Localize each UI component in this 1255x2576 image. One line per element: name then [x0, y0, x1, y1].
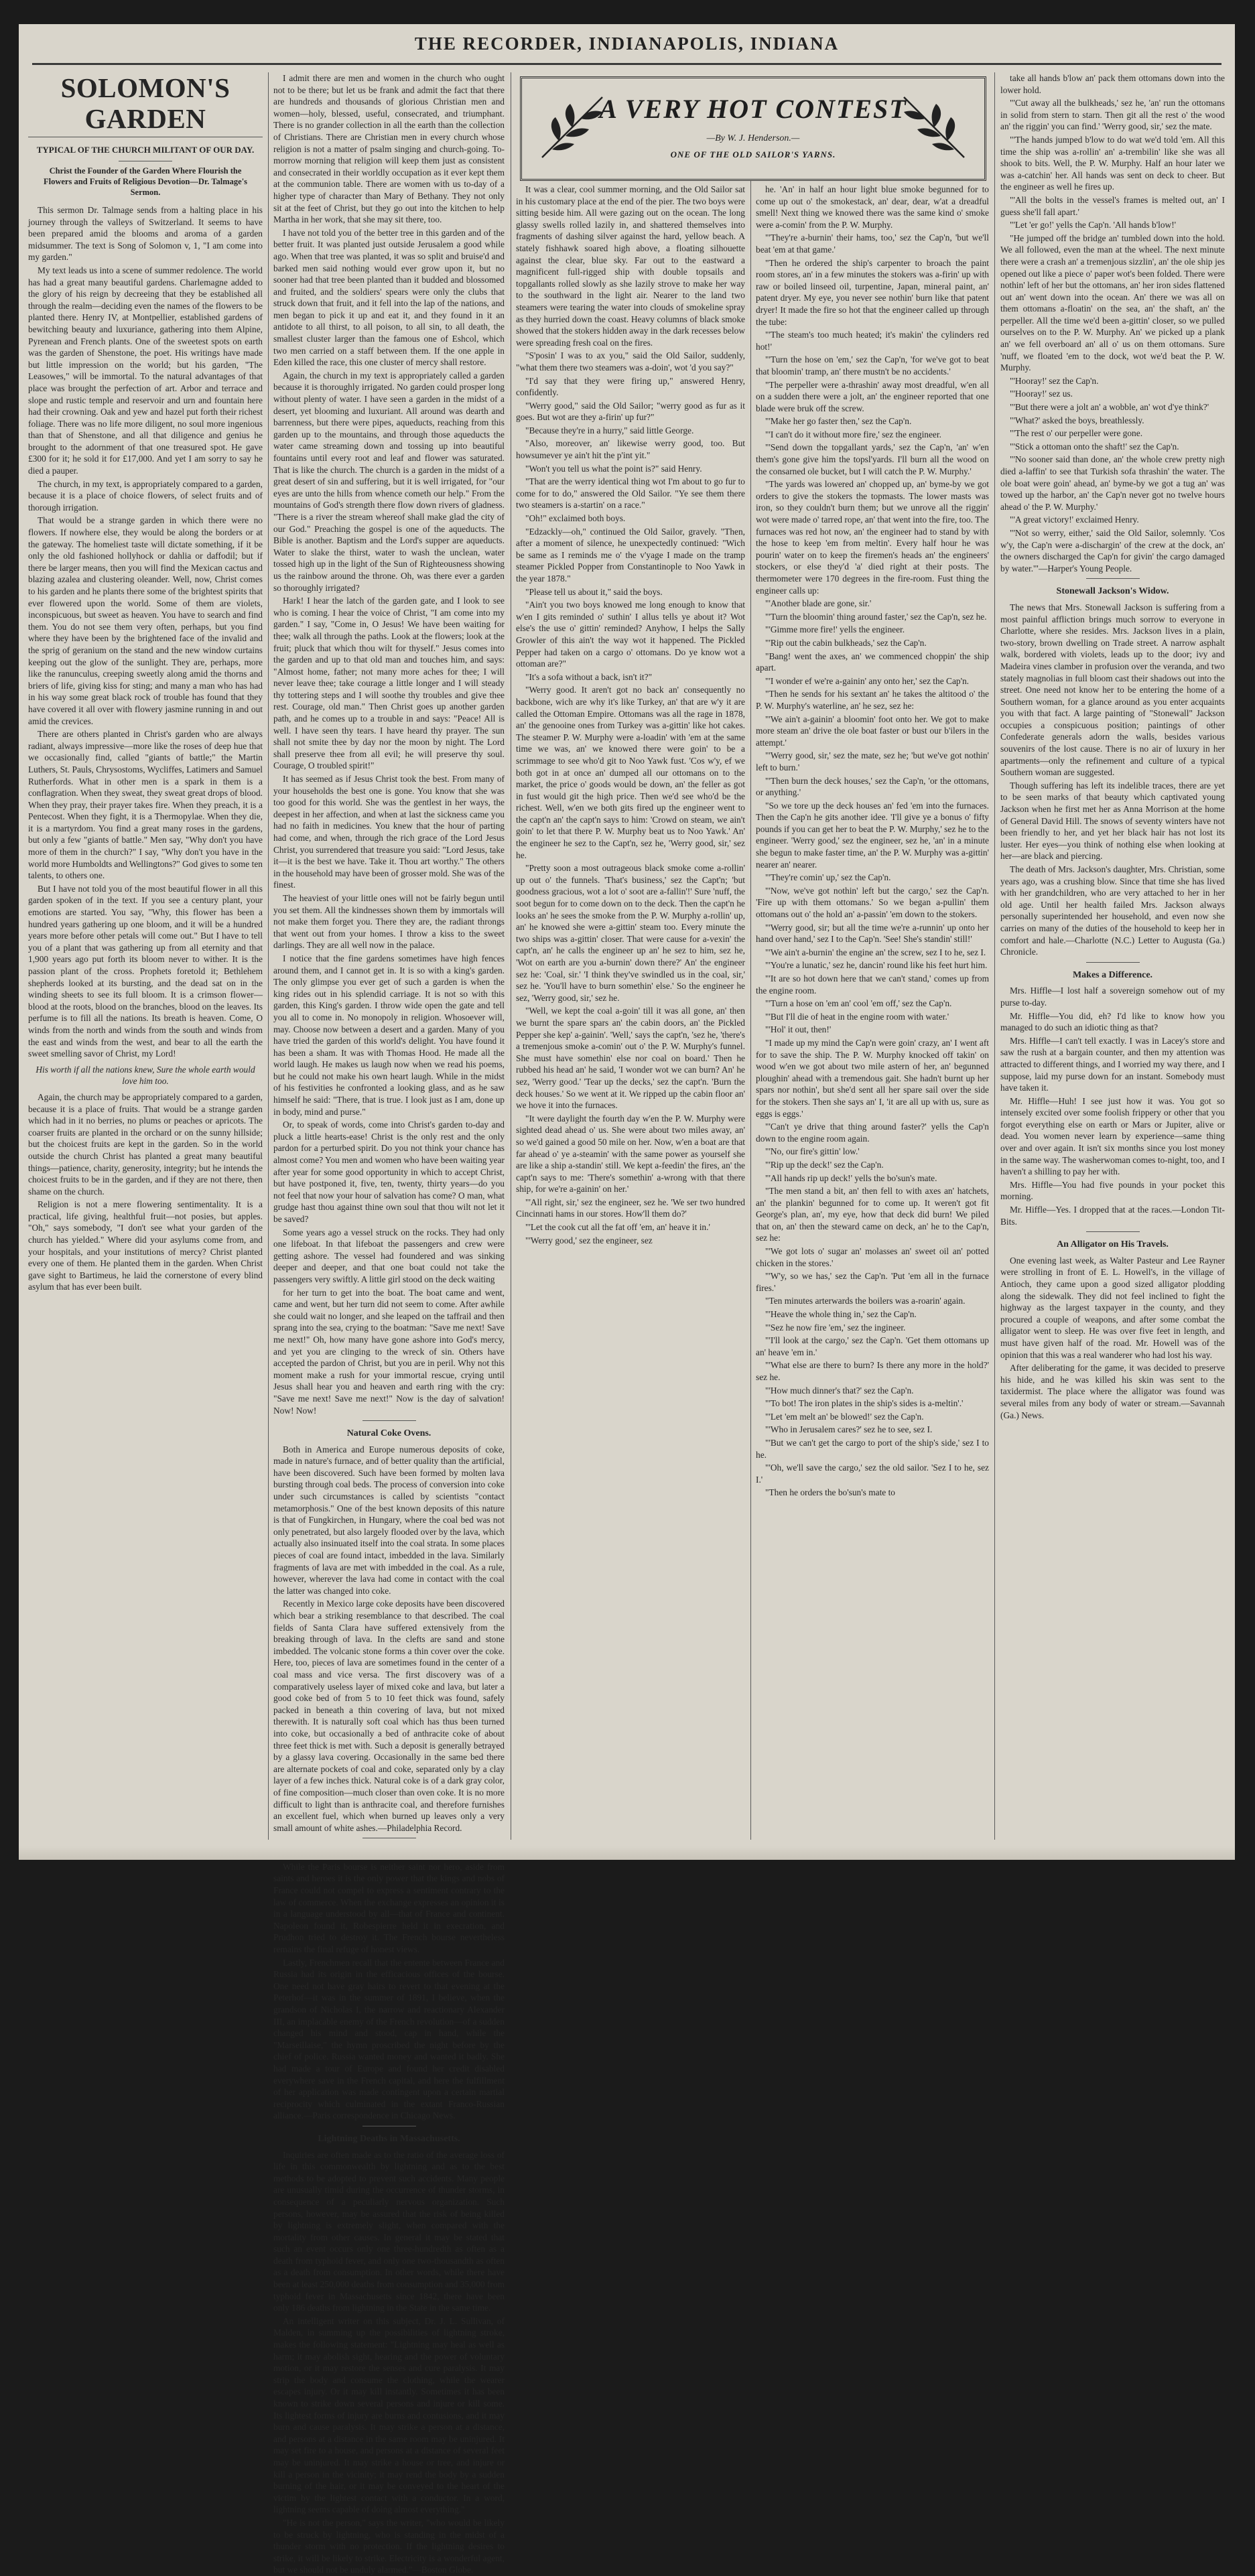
article-paragraph: "The perpeller were a-thrashin' away most dreadful, w'en all on a sudden there were a jolt, an' the engineer reported that one blade were bruk off the screw.: [756, 379, 989, 413]
article-paragraph: This sermon Dr. Talmage sends from a halting place in his journey through the valleys of Switzerland. It seems to have been prepared amid the blooms and aroma of a garden midsummer. The text is Song of Solomon v, 1, "I am come into my garden.": [28, 205, 263, 263]
article-paragraph: "So we tore up the deck houses an' fed 'em into the furnaces. Then the Cap'n he gits another idee. 'I'll give ye a bonus o' fifty pounds if you can get her to beat the P. W. Murphy,' sez he to the engineer. 'Werry good,' sez the engineer, sez he, 'an' in a minute she begun to make faster time, an' the P. W. Murphy was a-gittin' nearer an' nearer.: [756, 800, 989, 870]
article-paragraph: "Won't you tell us what the point is?" said Henry.: [525, 463, 702, 474]
article-paragraph: "'The steam's too much heated; it's makin' the cylinders red hot!': [756, 330, 989, 352]
section-rule: [1086, 578, 1140, 579]
article-paragraph: take all hands b'low an' pack them ottomans down into the lower hold.: [1000, 73, 1225, 95]
article-paragraph: "He jumped off the bridge an' tumbled down into the hold. We all followed, even the man at the wheel. The next minute there were a crash an' a tremenjous sizzlin', an' the ole ship jes opened out like a piece o' paper wot's been folded. There were nothin' left of her but the ottomans, an' her iron sides flattened out an' went down into the ocean. An' there we was all on them ottomans a-floatin' on the sea, an' the shaft, an' the perpeller. All the time we'd been a-gittin' closer, so we pulled ourselves on to the P. W. Murphy. An' we picked up a plank an' we fell overboard an' all o' us on them ottomans. Sure 'nuff, we floated 'em to the dock, wot we'd beat the P. W. Murphy.: [1000, 232, 1225, 373]
article-paragraph: Some years ago a vessel struck on the rocks. They had only one lifeboat. In that lifeboat the passengers and crew were getting ashore. The vessel had foundered and was sinking deeper and deeper, and that one boat could not take the passengers very swiftly. A little girl stood on the deck waiting: [273, 1227, 505, 1284]
article-paragraph: "Ain't you two boys knowed me long enough to know that w'en I gits reminded o' suthin' I allus tells ye about it? Wot else's the use o' gittin' reminded? Anyhow, I helps the Sally Growler of this ain't the way wot it happened. The Pickled Pepper had taken on a cargo o' ottomans. Do ye know wot a ottoman are?": [516, 600, 745, 669]
article-paragraph: "'Not so werry, either,' said the Old Sailor, solemnly. 'Cos w'y, the Cap'n were a-dischargin' of the crew at the dock, an' the owners discharged the Cap'n for givin' the cargo damaged by water.'"—Harper's Young People.: [1000, 527, 1225, 573]
article-paragraph: "'Hol' it out, then!': [765, 1024, 832, 1035]
article-paragraph: I have not told you of the better tree in this garden and of the better fruit. It was planted just outside Jerusalem a good while ago. When that tree was planted, it was so split and bruise'd and barked men said nothing would ever grow upon it, but no sooner had that tree been planted than it budded and blossomed and fruited, and the soldiers' spears were only the clubs that struck down that fruit, and it fell into the lap of the nations, and men began to pick it up and eat it, and they found in it an antidote to all thirst, to all poison, to all sin, to all death, the smallest cluster larger than the famous one of Eshcol, which two men carried on a staff between them. If the one apple in Eden killed the race, this one cluster of mercy shall restore.: [273, 227, 505, 368]
article-paragraph: "It's a sofa without a back, isn't it?": [525, 671, 653, 682]
article-paragraph: "I'd say that they were firing up," answered Henry, confidently.: [516, 375, 745, 398]
column-divider: [750, 180, 751, 1840]
article-paragraph: "'Gimme more fire!' yells the engineer.: [765, 624, 905, 635]
article-paragraph: "'They're a-burnin' their hams, too,' sez the Cap'n, 'but we'll beat 'em at that game.': [756, 232, 989, 255]
article-paragraph: Mrs. Hiffle—I lost half a sovereign somehow out of my purse to-day.: [1000, 986, 1225, 1008]
contest-headline: A VERY HOT CONTEST: [599, 94, 907, 124]
article-paragraph: "'We ain't a-gainin' a bloomin' foot onto her. We got to make more steam an' drive the ole boat faster or bust our b'ilers in the attempt.': [756, 714, 989, 748]
difference-headline: Makes a Difference.: [1072, 969, 1153, 980]
solomon-deck-1: TYPICAL OF THE CHURCH MILITANT OF OUR DAY.: [36, 145, 255, 155]
lightning-headline: Lightning Deaths in Massachusetts.: [318, 2133, 460, 2144]
article-paragraph: "'You're a lunatic,' sez he, dancin' round like his feet hurt him.: [765, 960, 988, 971]
article-paragraph: "'Send down the topgallant yards,' sez the Cap'n, 'an' w'en them's gone give him the topsl'yards. I'll burn all the wood on the consarned ole bucket, but I will catch the P. W. Murphy.': [756, 442, 989, 476]
article-paragraph: "'Hooray!' sez the Cap'n.: [1010, 375, 1099, 386]
contest-subtitle: ONE OF THE OLD SAILOR'S YARNS.: [670, 149, 836, 159]
article-paragraph: "'I'll look at the cargo,' sez the Cap'n. 'Get them ottomans up an' heave 'em in.': [756, 1335, 989, 1357]
article-paragraph: "He is not the person," says the writer, "who would be likely to be struck by lightning, who is standing in the midst of a thunder storm with no protection. If the lightning desires to strike, it will be likely to strike. Electricity is a wonderful agent, but we should not be unduly alarmed."—Boston Globe.: [273, 2517, 505, 2575]
article-paragraph: "'Make her go faster then,' sez the Cap'n.: [765, 416, 912, 427]
article-paragraph: "'No, our fire's gittin' low.': [765, 1146, 860, 1157]
masthead-rule: [32, 63, 1221, 65]
article-paragraph: "'Who in Jerusalem cares?' sez he to see, sez I.: [765, 1424, 933, 1435]
article-paragraph: Hark! I hear the latch of the garden gate, and I look to see who is coming. I hear the voice of Christ, "I am come into my garden." I say, "Come in, O Jesus! We have been waiting for thee; walk all through the paths. Look at the flowers; look at the fruit; pluck that which thou wilt for thyself." Jesus comes into the garden and up to that old man and touches him, and says: "Almost home, father; not many more aches for thee; I will never leave thee; take courage a little longer and I will steady thy tottering steps and I will soothe thy troubles and give thee rest. Courage, old man." Then Christ goes up another garden path, and he comes up to a trouble in and says: "Peace! All is well. I have seen thy tears. I have heard thy prayer. The sun shall not smite thee by day nor the moon by night. The Lord shall preserve thee from all evil; he will preserve thy soul. Courage, O troubled spirit!": [273, 596, 505, 771]
article-paragraph: "'Turn a hose on 'em an' cool 'em off,' sez the Cap'n.: [765, 998, 952, 1009]
article-paragraph: "'A great victory!' exclaimed Henry.: [1010, 515, 1139, 525]
article-paragraph: "'But I'll die of heat in the engine room with water.': [765, 1011, 949, 1022]
article-paragraph: I notice that the fine gardens sometimes have high fences around them, and I cannot get in. It is so with a king's garden. The only glimpse you ever get of such a garden is when the king rides out in his splendid carriage. It is not so with this garden, this King's garden. I throw wide open the gate and tell you all to come in. No monopoly in religion. Whosoever will, may. Choose now between a desert and a garden. Many of you have tried the garden of this world's delight. You have found it has been a sham. It was with Thomas Hood. He made all the world laugh. He makes us laugh now when we read his poems, but he could not make his own heart laugh. While in the midst of his festivities he confronted a looking glass, and as he saw himself he said: "There, that is true. I look just as I am, done up in body, mind and purse.": [273, 953, 505, 1117]
article-paragraph: There are others planted in Christ's garden who are always radiant, always impressive—more like the roses of deep hue that we occasionally find, called "giants of battle;" the Martin Luthers, St. Pauls, Chrysostoms, Wycliffes, Latimers and Samuel Rutherfords. What in other men is a spark in them is a conflagration. When they sweat, they sweat great drops of blood. When they pray, their prayer takes fire. When they preach, it is a Pentecost. When they fight, it is a Thermopylae. When they die, it is a martyrdom. You find a great many roses in the gardens, but only a few "giants of battle." Men say, "Why don't you have more of them in the church?" I say, "Why don't you have in the world more Humboldts and Wellingtons?" God gives to some ten talents, to others one.: [28, 729, 263, 881]
article-paragraph: "'Rip out the cabin bulkheads,' sez the Cap'n.: [765, 637, 927, 648]
article-paragraph: "'They're comin' up,' sez the Cap'n.: [765, 872, 891, 883]
article-paragraph: Mr. Hiffle—Yes. I dropped that at the races.—London Tit-Bits.: [1000, 1205, 1225, 1227]
article-paragraph: Mrs. Hiffle—You had five pounds in your pocket this morning.: [1000, 1179, 1225, 1202]
article-paragraph: It has seemed as if Jesus Christ took the best. From many of your households the best one is gone. You know that she was too good for this world. She was the gentlest in her ways, the deepest in her affection, and when at last the sickness came you had no faith in medicines. You knew that the hour of parting had come, and when, through the rich grace of the Lord Jesus Christ, you surrendered that treasure you said: "Lord Jesus, take it—it is the best we have. Take it. Thou art worthy." The others in the household may have been of grosser mold. She was of the finest.: [273, 774, 505, 890]
article-paragraph: "Werry good," said the Old Sailor; "werry good as fur as it goes. But wot are they a-firin' up fur?": [516, 400, 745, 423]
contest-byline: —By W. J. Henderson.—: [706, 133, 800, 143]
article-paragraph: "'Let 'em melt an' be blowed!' sez the Cap'n.: [765, 1411, 924, 1422]
article-paragraph: "S'posin' I was to ax you," said the Old Sailor, suddenly, "what them there two steamers was a-doin', wot 'd you say?": [516, 350, 745, 372]
article-paragraph: "'But there were a jolt an' a wobble, an' wot d'ye think?': [1010, 402, 1209, 413]
article-paragraph: "'Stick a ottoman onto the shaft!' sez the Cap'n.: [1010, 441, 1179, 452]
article-paragraph: The death of Mrs. Jackson's daughter, Mrs. Christian, some years ago, was a crushing blow. Since that time she has lived with her grandchildren, who are very attached to her in her old age. Until her health failed Mrs. Jackson always personally superintended her household, and even now she carries on many of the duties of the household to keep her in comfort and hale.—Charlotte (N.C.) Letter to Augusta (Ga.) Chronicle.: [1000, 864, 1225, 957]
article-paragraph: The news that Mrs. Stonewall Jackson is suffering from a most painful affliction brings much sorrow to everyone in Charlotte, where she resides. Mrs. Jackson lives in a plain, two-story, brown dwelling on Trade street. A narrow asphalt walk, bordered with violets, leads up to the door; ivy and Madeira vines clamber in profusion over the veranda, and two stately magnolias in full bloom cast their shadows out into the street. One need not know her to be entering the home of a Southern woman, for a glance around as you enter acquaints you with that fact. A large painting of "Stonewall" Jackson occupies a conspicuous position; paintings of other Confederate generals adorn the walls, besides various souvenirs of the lost cause. There is no air of luxury in her apartments—only the refinement and culture of a typical Southern woman are suggested.: [1000, 602, 1225, 778]
article-paragraph: The heaviest of your little ones will not be fairly begun until you set them. All the kindnesses shown them by immortals will not make them forget you. There they are, the radiant throngs that went out from your homes. I throw a kiss to the sweet darlings. They are all well now in the palace.: [273, 892, 505, 951]
article-paragraph: "'Turn the bloomin' thing around faster,' sez the Cap'n, sez he.: [765, 611, 987, 622]
section-rule: [362, 1420, 416, 1421]
article-paragraph: "'Let 'er go!' yells the Cap'n. 'All hands b'low!': [1010, 220, 1177, 230]
article-paragraph: "Well, we kept the coal a-goin' till it was all gone, an' then we burnt the spare spars an' the cabin doors, an' the Pickled Pepper she kep' a-gainin'. 'Well,' says the capt'n, 'sez he, 'there's a tremenjous smoke a-comin' out o' the P. W. Murphy's funnel. She must have somethin' else nor coal on board.' Then he rubbed his head an' he said, 'I wonder wot we can burn? An' he sez, 'Werry good.' 'Tear up the decks,' sez the capt'n. 'Burn the deck houses.' So we went at it. We ripped up the cabin floor an' we hove it into the furnaces.: [516, 1006, 745, 1111]
column-divider: [268, 72, 269, 1840]
solomon-deck-2: Christ the Founder of the Garden Where Flourish the Flowers and Fruits of Religious Devotion—Dr. Talmage's Sermon.: [43, 166, 248, 197]
article-paragraph: "The men stand a bit, an' then fell to with axes an' hatchets, an' the plankin' begunned for to come up. It weren't got fit George's plan, an', my eye, how that deck did burn! We piled that on, an' then the steward came on deck, an' he to the Cap'n, sez he:: [756, 1186, 989, 1243]
article-paragraph: "Pretty soon a most outrageous black smoke come a-rollin' up out o' the funnels. 'That's business,' sez the Capt'n; 'but goodness gracious, wot a lot o' soot are a-fallin'!' Sure 'nuff, the soot begun for to come down on to the deck. Then the capt'n he looks an' he sees the smoke from the P. W. Murphy a-rollin' up, an' he knowed she were a-gittin' steam too. Every minute the two ships was a-gittin' closer. That were cause for a-vexin' the capt'n, an' he calls the engineer up an' he sez to him, sez he, 'Wot on earth are you a-burnin' down there?' An' the engineer sez he: 'Coal, sir.' 'I think they've swindled us in the coal, sir,' sez he. 'You'll have to burn somethin' else.' So the engineer he sez, 'Werry good, sir,' sez he.: [516, 863, 745, 1003]
article-paragraph: "Ten minutes arterwards the boilers was a-roarin' again.: [765, 1296, 966, 1306]
column-divider: [994, 72, 995, 1840]
article-paragraph: "The yards was lowered an' chopped up, an' byme-by we got orders to give the stokers the topmasts. The lower masts was iron, so they couldn't burn them; but we unrove all the riggin' wot were made o' tarred rope, an' that went into the fire, too. The furnaces was red hot now, an' the engineer had to stand by with the hose to keep 'em from meltin'. Every half hour he was pourin' water on to keep the firemen's heads an' the engineers' stockers, or else they'd 'a' died right at their posts. The thermometer were 170 degrees in the fire-room. Fust thing the engineer calls up:: [756, 479, 989, 596]
column-2: [273, 72, 505, 2575]
article-paragraph: Religion is not a mere flowering sentimentality. It is a practical, life giving, healthful fruit—not posies, but apples. "Oh," says somebody, "I don't see what your garden of the church has yielded." Where did your asylums come from, and your hospitals, and your institutions of mercy? Christ planted every one of them. He planted them in the garden. When Christ gave sight to Bartimeus, he laid the cornerstone of every blind asylum that has ever been built.: [28, 1199, 263, 1292]
article-paragraph: "'The hands jumped b'low to do wat we'd told 'em. All this time the ship was a-rollin' an' a-trembilin' like she was all shook to bits. Well, the P. W. Murphy. Half an hour later we was a-catchin' her. All hands was sent on deck to cheer. But the engineer as well he fires up.: [1000, 134, 1225, 192]
page-edge: [19, 1846, 1235, 1860]
article-paragraph: "'Werry good, sir; but all the time we're a-runnin' up onto her hand over hand,' sez I to the Cap'n. 'See! She's standin' still!': [756, 922, 989, 945]
article-paragraph: "Because they're in a hurry," said little George.: [525, 425, 694, 435]
column-3: [516, 184, 745, 1846]
article-paragraph: "Edzackly—oh," continued the Old Sailor, gravely. "Then, after a moment of silence, he unexpectedly continued: "Wich be same as I reminds me o' the v'yage I made on the tramp steamer Pickled Popper from Constantinople to Noo Yawk in the year 1878.": [516, 526, 745, 584]
article-paragraph: My text leads us into a scene of summer redolence. The world has had a great many beautiful gardens. Charlemagne added to the glory of his reign by decreeing that they be established all through the realm—deciding even the names of the flowers to be planted there. Henry IV, at Montpellier, established gardens of bewitching beauty and luxuriance, gathering into them Alpine, Pyrenean and French plants. One of the sweetest spots on earth was the garden of Shenstone, the poet. His writings have made but little impression on the world; but his garden, "The Leasowes," will be immortal. To the natural advantages of that place was brought the perfection of art. Arbor and terrace and slope and rustic temple and reservoir and urn and fountain here had their crowning. Oak and yew and hazel put forth their richest foliage. There was no life more diligent, no soul more ingenious than that of Shenstone, and all that diligence and genius he brought to the adornment of that one treasured spot. He gave £300 for it; he sold it for £17,000. And yet I am sorry to say he died a pauper.: [28, 265, 263, 476]
article-paragraph: I admit there are men and women in the church who ought not to be there; but let us be frank and admit the fact that there are hundreds and thousands of glorious Christian men and women—holy, blessed, useful, consecrated, and triumphant. There is no grander collection in all the earth than the collection of Christians. There are Christian men in every church whose religion is not a matter of psalm singing and church-going. To-morrow morning that religion will keep them just as consistent and consecrated in their worldly occupation as it ever kept them at the communion table. There are women with us to-day of a higher type of character than Mary of Bethany. They not only sit at the feet of Christ, but they go out into the kitchen to help Martha in her work, that she may sit there, too.: [273, 73, 505, 225]
column-5: [1000, 72, 1225, 1846]
article-paragraph: "Then he sends for his sextant an' he takes the altitood o' the P. W. Murphy's waterline, an' he sez, sez he:: [756, 689, 989, 711]
article-paragraph: Again, the church may be appropriately compared to a garden, because it is a place of fruits. That would be a strange garden which had in it no berries, no plums or peaches or apricots. The coarser fruits are planted in the orchard or on the sunny hillside; but the choicest fruits are kept in the garden. So in the world outside the church Christ has planted a great many beautiful things—patience, charity, generosity, integrity; but he intends the choicest fruits to be in the garden, and if they are not there, then shame on the church.: [28, 1091, 263, 1197]
article-paragraph: That would be a strange garden in which there were no flowers. If nowhere else, they would be along the borders or at the gateway. The homeliest taste will dictate something, if it be only the old fashioned hollyhock or dahlia or daffodil; but if there be larger means, then you will find the Mexican cactus and blazing azalea and clustering oleander. Well, now, Christ comes to his garden and he plants there some of the brightest spirits that ever flowered upon the world. Some of them are violets, inconspicuous, but sweet as heaven. You have to search and find them. You do not see them very often, perhaps, but you find where they have been by the brightened face of the invalid and the sprig of geranium on the stand and the new window curtains keeping out the glow of the sunlight. They are, perhaps, more like the ranunculus, creeping sweetly along amid the thorns and briers of life, giving kiss for sting; and many a man who has had in his way some great black rock of trouble has found that they have covered it all over with flowery jasmine running in and out amid the crevices.: [28, 515, 263, 726]
article-paragraph: "'Another blade are gone, sir.': [765, 598, 872, 609]
article-paragraph: "'I can't do it without more fire,' sez the engineer.: [765, 429, 941, 439]
article-paragraph: "'Cut away all the bulkheads,' sez he, 'an' run the ottomans in solid from stern to starn. Then git all the rest o' the wood an' the riggin' you can find.' 'Werry good, sir,' sez the mate.: [1000, 98, 1225, 132]
article-paragraph: "'Can't ye drive that thing around faster?' yells the Cap'n down to the engine room again.: [756, 1122, 989, 1144]
article-paragraph: "'Hooray!' sez us.: [1010, 389, 1073, 399]
section-rule: [1086, 962, 1140, 963]
article-paragraph: "Then he ordered the ship's carpenter to broach the paint room stores, an' in a few minutes the stokers was a-firin' up with raw or boiled linseed oil, turpentine, Japan, mineral paint, an' patent dryer. My eye, you never see nothin' burn like that patent dryer! It made the fire so hot that the engineer called up through the tube:: [756, 257, 989, 327]
article-paragraph: The church, in my text, is appropriately compared to a garden, because it is a place of choice flowers, of select fruits and of thorough irrigation.: [28, 478, 263, 513]
article-paragraph: "'What?' asked the boys, breathlessly.: [1010, 415, 1144, 425]
article-paragraph: "'All the bolts in the vessel's frames is melted out, an' I guess she'll fall apart.': [1000, 194, 1225, 217]
article-paragraph: Again, the church in my text is appropriately called a garden because it is thoroughly irrigated. No garden could prosper long without plenty of water. I have seen a garden in the midst of a desert, yet blooming and luxuriant. All around was dearth and barrenness, but there were pipes, aqueducts, reaching from this garden up to the mountains, and through those aqueducts the water came streaming down and tossing up into beautiful fountains until every root and leaf and flower was saturated. That is like the church. The church is a garden in the midst of a great desert of sin and suffering, but it is well irrigated, for "our eyes are unto the hills from whence cometh our help." From the mountains of God's strength there flow down rivers of gladness. "There is a river the stream whereof shall make glad the city of our God." Preaching the gospel is one of the aqueducts. The Bible is another. Baptism and the Lord's supper are aqueducts. Water to slake the thirst, water to wash the unclean, water tossed high up in the light of the Sun of Righteousness showing us the rainbow around the throne. Oh, was there ever a garden so thoroughly irrigated?: [273, 370, 505, 593]
article-paragraph: Both in America and Europe numerous deposits of coke, made in nature's furnace, and of better quality than the artificial, have been discovered. Such have been formed by molten lava bursting through coal beds. The process of conversion into coke under such circumstances is called by scientists "contact metamorphosis." One of the best known deposits of this nature is that of Fungkirchen, in Hungary, where the coal bed was not only penetrated, but also largely flooded over by the lava, which actually also insinuated itself into the coal strata. In some places pieces of coal are found intact, imbedded in the lava. Similarly fragments of lava are met with imbedded in the coal. As a rule, however, wherever the lava had come in contact with the coal the latter was changed into coke.: [273, 1444, 505, 1596]
article-paragraph: "'Heave the whole thing in,' sez the Cap'n.: [765, 1309, 917, 1320]
article-paragraph: An intelligent writer on this subject, Dr. J. L. Sullivan, of Malden, in summing up the possibilities of lightning stroke, makes the following statement: "Lightning may heal as well as harm; it may abolish sight, hearing and the power of voluntary motion, or it may restore the senses and cure paralysis. It may strip the body and consume the clothing, while the wearer escapes injury. Or it may kill instantly. Sometimes it has been known to strike down several persons and injure or kill some. Its lightest forms of injury are burns and contusions, and it may burn and cause paralysis. It may strike a person at a distance, and persons at a distance in the same room may be uninjured. It may set fire to a house, and persons at a distance of several feet may be uninjured. It may strike a house or tree, and injure or kill a person in the vicinity; it may rend the body by a sudden burning of the hair, or it may be conveyed to the heart of the victim by the lightest contact with a conductor. In a word, lightning seems capable of doing almost everything.": [273, 2315, 505, 2515]
article-paragraph: Mr. Hiffle—Huh! I see just how it was. You got so intensely excited over some foolish frippery or other that you forgot everything else on earth or Mars or Jupiter, alive or dead. You women never learn by experience—same thing over and over again. It isn't six months since you lost money in the same way. The washerwoman comes to-night, too, and I haven't a shilling to pay her with.: [1000, 1095, 1225, 1177]
coke-headline: Natural Coke Ovens.: [346, 1428, 432, 1439]
article-paragraph: Recently in Mexico large coke deposits have been discovered which bear a striking resemblance to that described. The coal fields of Santa Clara have suffered extensively from the breaking through of lava. In the clefts are sand and stone imbedded. The volcanic stone forms a thin cover over the coke. Here, too, pieces of lava are sometimes found in the center of a coal mass and vice versa. The first discovery was of a comparatively useless layer of mixed coke and lava, but later a good coke bed of from 5 to 10 feet thick was found, safely packed in beneath a thin covering of lava, but not mixed therewith. It is naturally soft coal which has thus been turned into coke, but occasionally a bed of anthracite coke of about three feet thick is met with. Such a deposit is generally betrayed by a glassy lava covering. Occasionally in the same bed there are alternate pockets of coal and coke, separated only by a clay layer of a few inches thick. Natural coke is of a dark gray color, of fine composition—much closer than oven coke. It is no more difficult to light than is anthracite coal, and therefore furnishes an excellent fuel, which when burned up leaves only a very small amount of white ashes.—Philadelphia Record.: [273, 1599, 505, 1833]
article-paragraph: "'To bot! The iron plates in the ship's sides is a-meltin'.': [765, 1398, 964, 1409]
article-paragraph: "'Now, we've got nothin' left but the cargo,' sez the Cap'n. 'Fire up with them ottomans.' So we began a-pullin' them ottomans out o' the hold an' a-passin' 'em down to the stokers.: [756, 885, 989, 920]
article-paragraph: "'All hands rip up deck!' yells the bo'sun's mate.: [765, 1172, 937, 1183]
article-paragraph: "It were daylight the fourth day w'en the P. W. Murphy were sighted dead ahead o' us. She were about two miles away, an' so we'd gained a good 50 mile on her. Now, w'en a boat are that far ahead o' ye a-steamin' with the same power as yourself she are like a ship a-standin' still. We kept a-feedin' the fires, an' the capt'n says to me: 'There's somethin' a-wrong with that there ship, for we're a-gainin' on her.': [516, 1113, 745, 1195]
article-paragraph: "'Rip up the deck!' sez the Cap'n.: [765, 1159, 884, 1170]
article-paragraph: "'We ain't a-burnin' the engine an' the screw, sez I to he, sez I.: [765, 947, 986, 957]
contest-banner: [520, 76, 986, 181]
newspaper-page: [19, 24, 1235, 2575]
article-paragraph: "'Werry good,' sez the engineer, sez: [525, 1235, 653, 1245]
article-paragraph: "'We got lots o' sugar an' molasses an' sweet oil an' potted chicken in the stores.': [756, 1246, 989, 1268]
article-paragraph: Mrs. Hiffle—I can't tell exactly. I was in Lacey's store and saw the rush at a bargain counter, and then my attention was attracted to different things, and I worried my way there, and I suppose, laid my purse down for an instant. Somebody must have taken it.: [1000, 1035, 1225, 1093]
article-paragraph: "Please tell us about it," said the boys.: [525, 586, 663, 597]
article-paragraph: "'Then burn the deck houses,' sez the Cap'n, 'or the ottomans, or anything.': [756, 775, 989, 798]
article-paragraph: "'Turn the hose on 'em,' sez the Cap'n, 'for we've got to beat that bloomin' tramp, an' there mustn't be no accidents.': [756, 354, 989, 377]
article-paragraph: It was a clear, cool summer morning, and the Old Sailor sat in his customary place at the end of the pier. The two boys were sitting beside him. All were gazing out on the ocean. The long glassy swells rolled lazily in, and shattered themselves into fragments of dashing silver against the hard, yellow beach. A stately fishhawk soared high above, a floating silhouette against the clear, blue sky. Far out to the eastward a magnificent full-rigged ship with double topsails and topgallants rolled slowly as she lazily strove to make her way to the southward in the light air. Nearer to the land two steamers were tearing the water into clouds of smokeline spray as they hurried down the coast. Heavy columns of black smoke showed that the stokers hidden away in the dark recesses below were spreading fresh coal on the fires.: [516, 184, 745, 348]
article-paragraph: Mr. Hiffle—You did, eh? I'd like to know how you managed to do such an idiotic thing as that?: [1000, 1010, 1225, 1033]
article-paragraph: Or, to speak of words, come into Christ's garden to-day and pluck a little hearts-ease! Christ is the only rest and the only pardon for a perturbed spirit. Do you not think your chance has almost come? You men and women who have been waiting year after year for some good opportunity in which to accept Christ, but have postponed it, five, ten, twenty, thirty years—do you not feel that now your hour of salvation has come? O man, what grudge hast thou against thine own soul that thou wilt not let it be saved?: [273, 1120, 505, 1224]
article-paragraph: "'What else are there to burn? Is there any more in the hold?' sez he.: [756, 1360, 989, 1382]
column-1: [28, 72, 263, 1846]
article-paragraph: One evening last week, as Walter Pasteur and Lee Rayner were strolling in front of E. L. Howell's, in the village of Antioch, they came upon a good sized alligator plodding along the sidewalk. They did not feel inclined to fight the highway as the largest taxpayer in the county, and they procured a couple of weapons, and after some combat the alligator went to sleep. He was over five feet in length, and must have given half of the road. Mr. Howell was of the opinion that this was a real wanderer who had lost his way.: [1000, 1255, 1225, 1360]
article-paragraph: Inquiries are often made as to the ratio of the average loss of life in this commonwealth by lightning and as to the best methods to be adopted to prevent such accidents. Many people are unusually timid during the occurrence of thunder storms, in consequence of a peculiarly nervous organization. Such persons, however, may be assured that the risk of being killed by lightning is extremely slight, when compared with the mortality from other causes. In general it may be stated that such an event occurs only one three-hundredth as often as a death from typhoid fever, and only one two-thousandth as often as a death from consumption. In other words, while there have been at least 250,000 deaths from consumption and 35,000 from typhoid fever in Massachusetts since 1842, there have been only 186 deaths from lightning in the State in the same time.: [273, 2149, 505, 2313]
article-paragraph: "Werry good. It aren't got no back an' consequently no backbone, wich are why it's like Turkey, an' that are w'y it are called the Ottoman Empire. Ottomans was all the rage in 1878, an' the genooine ones from Turkey was a-gittin' like hot cakes. The steamer P. W. Murphy were a-loadin' with 'em at the same time we was, an' we knowed there were goin' to be a scrimmage to see who'd git to Noo Yawk fust. 'Cos w'y, ef we both got in at once an' dumped all our ottomans on to the market, the price o' goods would be down, an' the feller as got in fust would git the high price. Then we'd see who'd be the richest. Well, w'en we both gits fired up the engineer went to the capt'n an' the capt'n says to him: 'Crowd on steam, we ain't goin' to let that there P. W. Murphy beat us to Noo Yawk.' An' the engineer he sez to the Capt'n, sez he, 'Werry good, sir,' sez he.: [516, 685, 745, 860]
article-paragraph: he. 'An' in half an hour light blue smoke begunned for to come up out o' the smokestack, an' dear, dear, w'at a dreadful smell! Next thing we knowed there was the same kind o' smoke were a-comin' from the P. W. Murphy.: [756, 184, 989, 230]
hymn-verse: His worth if all the nations knew, Sure the whole earth would love him too.: [36, 1064, 255, 1087]
alligator-headline: An Alligator on His Travels.: [1057, 1239, 1169, 1250]
article-paragraph: "'But we can't get the cargo to port of the ship's side,' sez I to he.: [756, 1437, 989, 1460]
article-paragraph: "'Oh, we'll save the cargo,' sez the old sailor. 'Sez I to he, sez I.': [756, 1463, 989, 1485]
article-paragraph: While the Paris bourse is neither saint nor hero, aside from saints and heroes it is the only power that the kings and nobs of France could not compel to express a sentiment contrary to the law of commerce. When the exchange expresses an opinion it is in a language understood by all—that of France and continent. Napoleon found it, Robespierre held it in execration, and Prudhon tried to destroy it. The French bourse nevertheless remains the final refuge of honest views.: [273, 1861, 505, 1955]
article-paragraph: for her turn to get into the boat. The boat came and went, came and went, but her turn did not seem to come. After awhile she could wait no longer, and she leaped on the taffrail and then sprang into the sea, crying to the boatman: "Save me next! Save me next!" Oh, how many have gone ashore into God's mercy, and yet you are clinging to the wreck of sin. Others have accepted the pardon of Christ, but you are in peril. Why not this moment make a rush for your immortal rescue, crying until Jesus shall hear you and heaven and earth ring with the cry: "Save me next! Save me next!" Now is the day of salvation! Now! Now!: [273, 1287, 505, 1416]
article-paragraph: "'Sez he now fire 'em,' sez the ingineer.: [765, 1322, 906, 1333]
article-paragraph: "'Werry good, sir,' sez the mate, sez he; 'but we've got nothin' left to burn.': [756, 750, 989, 772]
article-paragraph: "'It are so hot down here that we can't stand,' comes up from the engine room.: [756, 973, 989, 996]
article-paragraph: "Oh!" exclaimed both boys.: [525, 513, 626, 524]
article-paragraph: "'The rest o' our perpeller were gone.: [1010, 428, 1143, 439]
article-paragraph: After deliberating for the game, it was decided to preserve his hide, and he was killed his skin was sent to the taxidermist. The place where the alligator was found was several miles from any body of water or stream.—Savannah (Ga.) News.: [1000, 1363, 1225, 1420]
article-paragraph: "'W'y, so we has,' sez the Cap'n. 'Put 'em all in the furnace fires.': [756, 1271, 989, 1293]
article-paragraph: "I made up my mind the Cap'n were goin' crazy, an' I went aft for to save the ship. The P. W. Murphy knocked off takin' on wood w'en we got about two mile astern of her, an' begunned ploughin' ahead with a tremendous gait. She hadn't burnt up her spars nor nothin', but she'd sent all her spare sail over the side for the stokers. Then she says an' I, 'it are all up with us, sure as eggs is eggs.': [756, 1037, 989, 1119]
article-paragraph: "'I wonder ef we're a-gainin' any onto her,' sez the Cap'n.: [765, 675, 970, 686]
column-4: [756, 184, 989, 1846]
article-paragraph: "Also, moreover, an' likewise werry good, too. But howsumever ye ain't hit the p'int yit.": [516, 438, 745, 461]
article-paragraph: "'No sooner said than done, an' the whole crew pretty nigh died a-laffin' to see that Turkish sofa thrashin' the water. The ole boat were goin' ahead, an' byme-by we got a tug an' was towed up the harbor, an' the Cap'n never got no twelve hours ahead o' the P. W. Murphy.': [1000, 454, 1225, 512]
article-paragraph: Though suffering has left its indelible traces, there are yet to be seen marks of that beauty which captivated young Jackson when he first met her as Anna Morrison at the home of General David Hill. The snows of seventy winters have not been friendly to her, and yet her black hair has not lost its luster. Her eyes—you think of nothing else when looking at her—are black and piercing.: [1000, 780, 1225, 862]
article-paragraph: But I have not told you of the most beautiful flower in all this garden spoken of in the text. If you see a century plant, your emotions are started. You say, "Why, this flower has been a hundred years gathering up one bloom, and it will be a hundred years more before other petals will come out." But I have to tell you of a plant that was gathering up from all eternity and that 1,900 years ago put forth its bloom never to wither. It is the passion plant of the cross. Prophets foretold it; Bethlehem shepherds looked at its bursting, and the dead sat on in the winding sheets to see its full bloom. It is a crimson flower—blood at the roots, blood on the branches, blood on the leaves. Its perfume is to fill all the nations. Its breath is heaven. Come, O winds from the north and winds from the south and winds from the east and winds from the west, and bear to all the earth the sweet smelling savor of Christ, my Lord!: [28, 883, 263, 1059]
article-paragraph: "Then he orders the bo'sun's mate to: [765, 1487, 895, 1498]
article-paragraph: Lastly, Frenchmen recall that the entente between France and Russia had its origin in the efficacious offices of the bourse. One need not have gray hairs to revert to that evening at the Peterhof—it was in the summer of 1891, I believe, when the grandson of Nicholas I, the narrow and reactionary Alexander III, an implacable enemy of the French revolution—of a sudden changed his mind and stood, cap in hand, while the "Marseillaise," the hymn proscribed the night before by the chief of police. Russia wanted money and wanted it badly. She had made a tour of Europe and found her credit disabled everywhere save in the French capital, and here the fulfillment of her application was made contingent upon a certain martial reciprocity which culminated in the extant Franco-Russian alliance.—Paris correspondence in Chicago News.: [273, 1957, 505, 2121]
article-paragraph: "Bang! went the axes, an' we commenced choppin' the ship apart.: [756, 651, 989, 673]
article-paragraph: "'How much dinner's that?' sez the Cap'n.: [765, 1385, 914, 1396]
jackson-headline: Stonewall Jackson's Widow.: [1056, 586, 1169, 597]
article-paragraph: "That are the werry identical thing wot I'm about to go fur to come for to do," answered the Old Sailor. "Ye see them there two steamers is a-startin' on a race.": [516, 476, 745, 511]
masthead: THE RECORDER, INDIANAPOLIS, INDIANA: [414, 33, 840, 54]
section-rule: [1086, 1231, 1140, 1232]
article-paragraph: "'Let the cook cut all the fat off 'em, an' heave it in.': [525, 1222, 710, 1233]
article-paragraph: "'All right, sir,' sez the engineer, sez he. 'We ser two hundred Cincinnati hams in our stores. How'll them do?': [516, 1197, 745, 1219]
solomon-headline: SOLOMON'S GARDEN: [28, 72, 263, 137]
